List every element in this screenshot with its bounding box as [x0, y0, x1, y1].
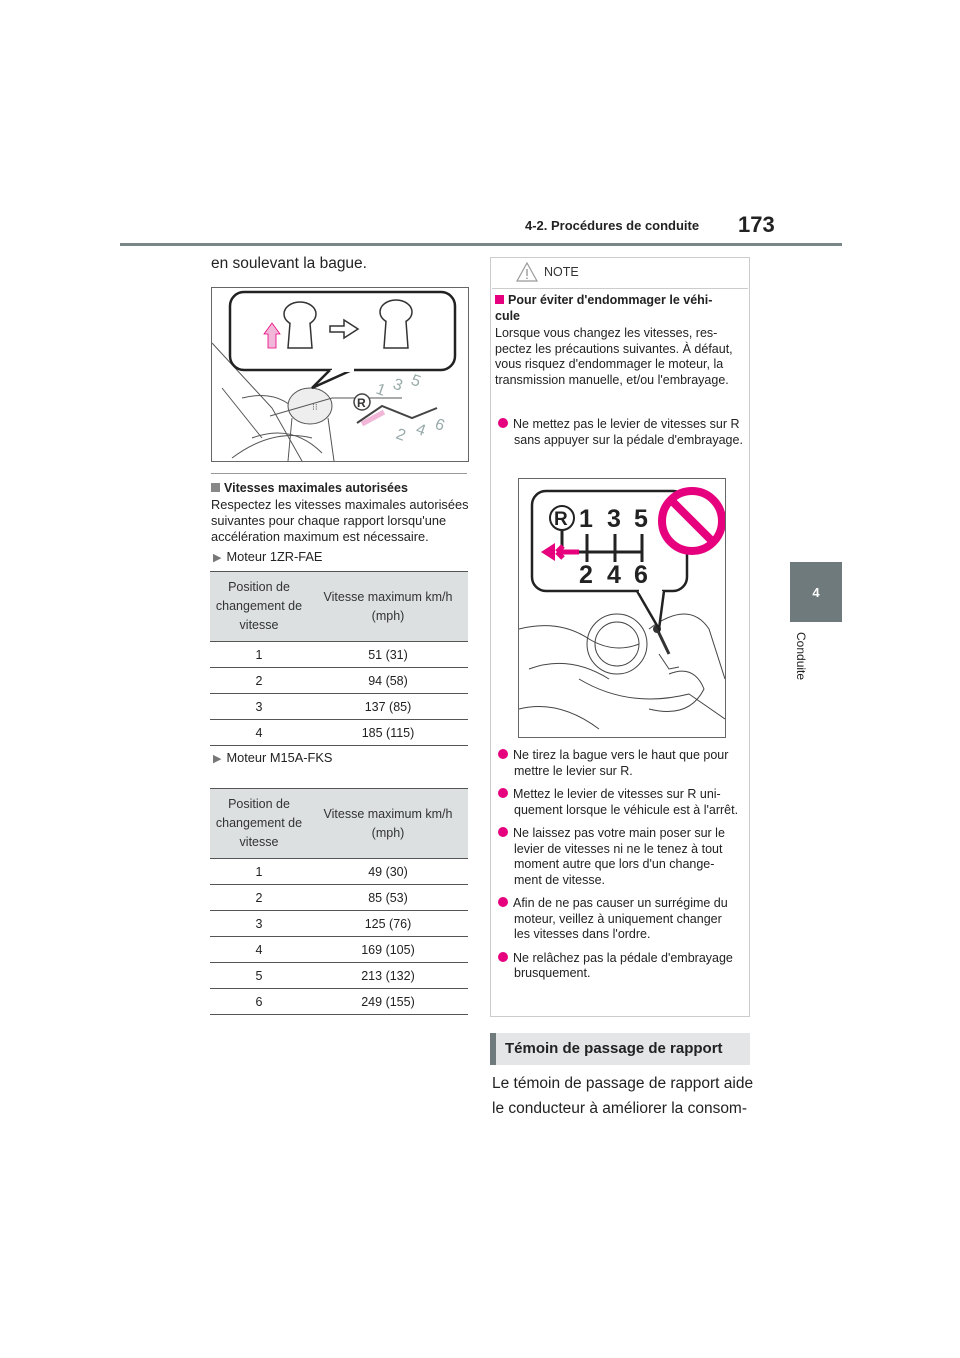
svg-text:4: 4: [413, 420, 428, 440]
gear-label-5: 5: [634, 505, 648, 533]
shift-ring-figure: [211, 287, 469, 462]
section-banner-title: Témoin de passage de rapport: [505, 1040, 723, 1057]
header-rule: [120, 243, 842, 246]
reverse-gear-figure: [518, 478, 726, 738]
note-bullet: Ne relâchez pas la pédale d'embrayage brusquement.: [495, 951, 740, 982]
note-title: Pour éviter d'endommager le véhi-cule: [495, 293, 713, 323]
bullet-dot-icon: [498, 827, 508, 837]
col-header-position: Position de changement de vitesse: [210, 572, 308, 642]
figure1-reverse-label: R: [357, 396, 366, 410]
triangle-bullet-icon: ▶: [213, 753, 222, 765]
bullet-dot-icon: [498, 788, 508, 798]
table-row: 3 137 (85): [210, 694, 468, 720]
figure2-reverse-label: R: [554, 509, 568, 530]
bullet-dot-icon: [498, 897, 508, 907]
magenta-square-icon: [495, 295, 504, 304]
table-row: 6 249 (155): [210, 989, 468, 1015]
section-banner: [490, 1033, 750, 1065]
col-header-position: Position de changement de vitesse: [210, 789, 308, 859]
gear-label-1: 1: [579, 505, 593, 533]
note-header: [492, 258, 748, 289]
svg-text:6: 6: [432, 415, 447, 435]
reverse-gear-illustration: [519, 479, 725, 737]
note-bullet: Ne tirez la bague vers le haut que pour mettre le levier sur R.: [495, 748, 740, 779]
table-row: 5 213 (132): [210, 963, 468, 989]
note-bullet: Ne laissez pas votre main poser sur le levier de vitesses ni ne le tenez à tout moment autre que lors d'un change-ment de vitesse.: [495, 826, 740, 888]
warning-icon: [516, 262, 538, 282]
engine1-label: ▶ Moteur 1ZR-FAE: [213, 549, 323, 564]
speed-table-m15a: [210, 788, 468, 1015]
section-banner-bar: [490, 1033, 496, 1065]
shift-ring-illustration: [212, 288, 468, 461]
gear-label-2: 2: [579, 561, 593, 589]
right-text-line2: le conducteur à améliorer la consom-: [492, 1100, 748, 1117]
square-bullet-icon: [211, 483, 220, 492]
col-header-speed: Vitesse maximum km/h (mph): [308, 572, 468, 642]
chapter-tab[interactable]: [790, 562, 842, 622]
svg-text:3: 3: [390, 375, 405, 395]
table-row: 1 49 (30): [210, 859, 468, 885]
header-section-title: 4-2. Procédures de conduite: [525, 218, 700, 233]
note-bullet: Afin de ne pas causer un surrégime du moteur, veillez à uniquement changer les vitesses dans l'ordre.: [495, 896, 740, 943]
gear-label-3: 3: [607, 505, 621, 533]
max-speed-heading: [211, 481, 408, 495]
max-speed-title: Vitesses maximales autorisées: [224, 481, 408, 495]
gear-label-4: 4: [607, 561, 621, 589]
triangle-bullet-icon: ▶: [213, 552, 222, 564]
svg-text:2: 2: [393, 425, 408, 445]
max-speed-text: Respectez les vitesses maximales autorisées suivantes pour chaque rapport lorsqu'une accélération maximum est nécessaire.: [211, 497, 469, 544]
table-row: 2 85 (53): [210, 885, 468, 911]
note-bullet: Mettez le levier de vitesses sur R uni-quement lorsque le véhicule est à l'arrêt.: [495, 787, 740, 818]
table-row: 4 169 (105): [210, 937, 468, 963]
intro-text: en soulevant la bague.: [211, 255, 367, 272]
svg-text:5: 5: [408, 371, 423, 391]
gear-label-6: 6: [634, 561, 648, 589]
section-rule: [211, 473, 467, 474]
note-bullet: Ne mettez pas le levier de vitesses sur R sans appuyer sur la pédale d'embrayage.: [495, 417, 754, 448]
bullet-dot-icon: [498, 749, 508, 759]
table-row: 3 125 (76): [210, 911, 468, 937]
right-text-line1: Le témoin de passage de rapport aide: [492, 1075, 754, 1092]
note-label: NOTE: [544, 265, 579, 279]
page-number: 173: [738, 212, 775, 237]
table-row: 2 94 (58): [210, 668, 468, 694]
svg-text:⁝⁝: ⁝⁝: [312, 402, 318, 412]
speed-table-1zr: [210, 571, 468, 746]
note-text: Lorsque vous changez les vitesses, res-pectez les précautions suivantes. À défaut, vous risquez d'endommager le moteur, la transmission manuelle, et/ou l'embrayage.: [495, 326, 733, 387]
col-header-speed: Vitesse maximum km/h (mph): [308, 789, 468, 859]
svg-text:1: 1: [373, 380, 388, 400]
table-row: 1 51 (31): [210, 642, 468, 668]
chapter-label: Conduite: [794, 632, 808, 681]
engine2-label: ▶ Moteur M15A-FKS: [213, 750, 333, 765]
bullet-dot-icon: [498, 952, 508, 962]
chapter-number: 4: [812, 584, 820, 600]
table-row: 4 185 (115): [210, 720, 468, 746]
bullet-dot-icon: [498, 418, 508, 428]
note-bullet-list: [495, 748, 740, 982]
